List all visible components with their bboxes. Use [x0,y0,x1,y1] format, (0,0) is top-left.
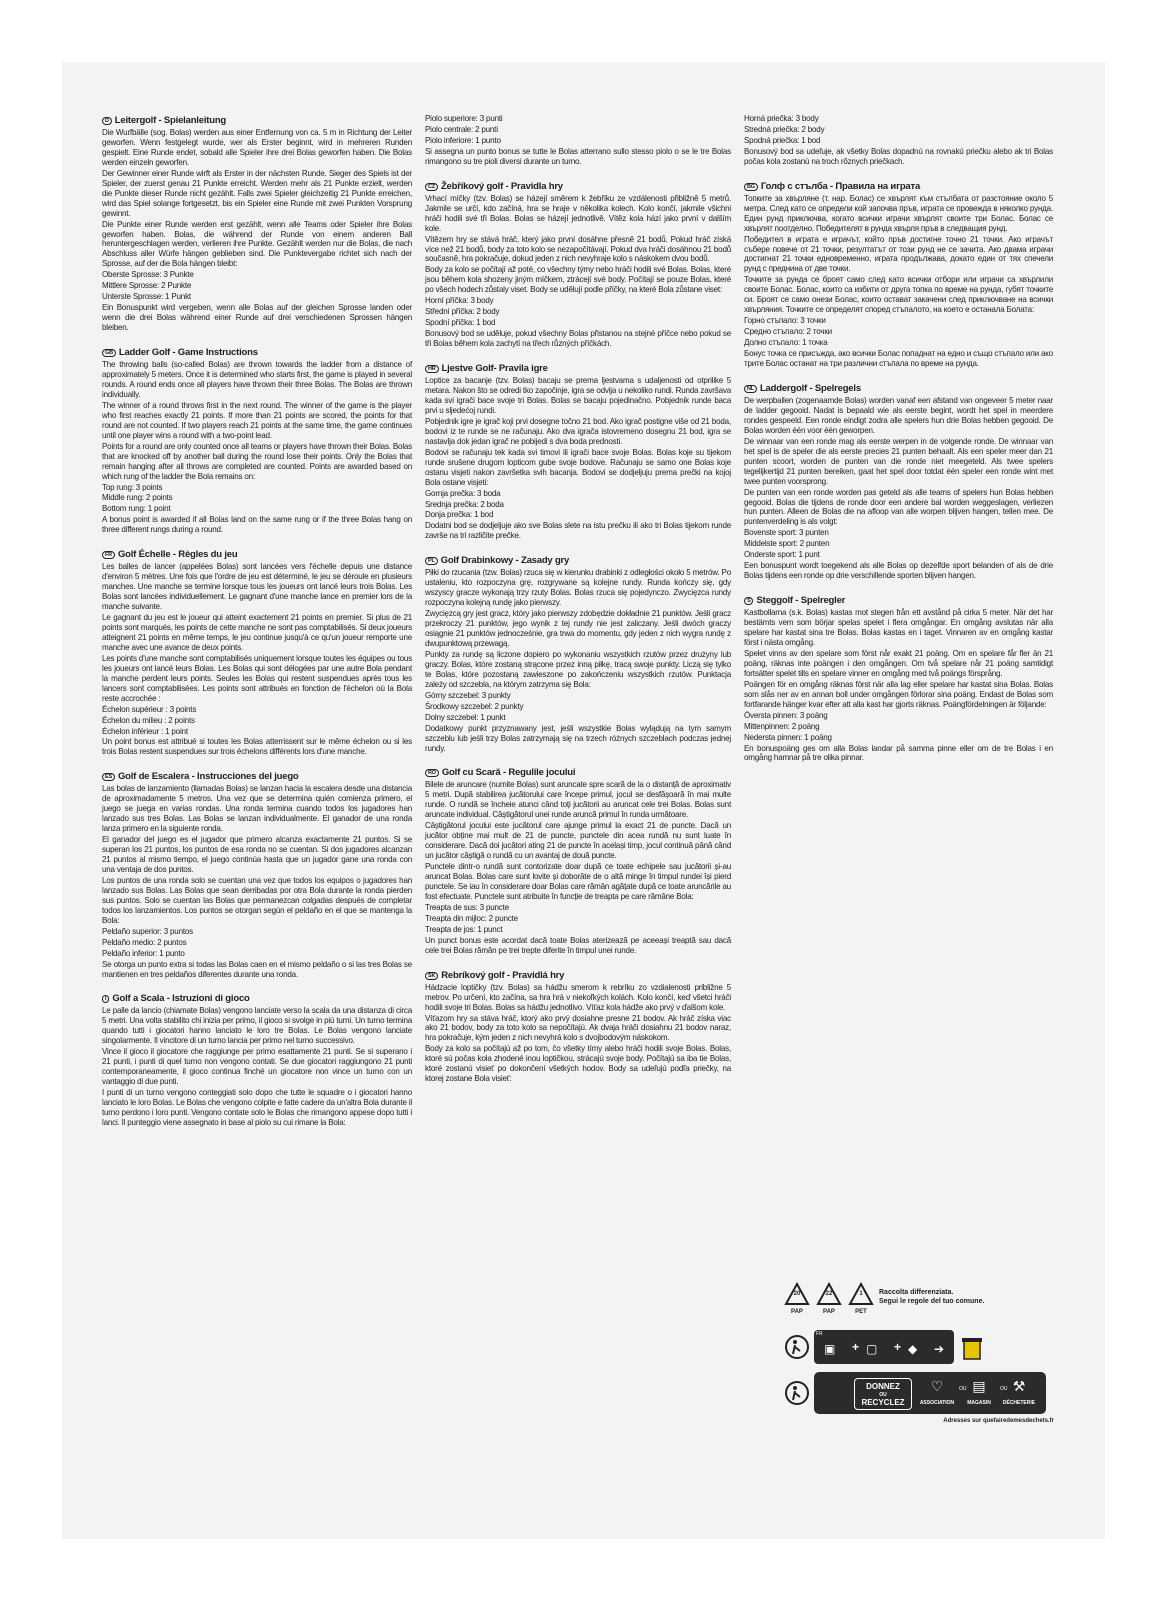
column-2 [425,114,731,1097]
language-code-badge: S [744,597,753,605]
paragraph: Top rung: 3 points [102,482,163,492]
recycle-code-number: 1 [859,1291,863,1297]
paragraph: Body za kolo sa počítajú až po tom, čo všetky tímy alebo hráči hodili svoje Bolas. Bolas, ktoré sú počas kola zhodené inou loptičkou, strácajú svoje body. Počítajú sa iba tie Bolas, ktoré zostanú visieť po dokončení všetkých hodov. Body sa udeľujú podľa priečky, na ktorej zostane Bola visieť: [425,1044,731,1084]
section-body [102,360,412,535]
paragraph: Oberste Sprosse: 3 Punkte [102,270,194,280]
paragraph: Gornja prečka: 3 boda [425,488,501,498]
paragraph: Vítězem hry se stává hráč, který jako první dosáhne přesně 21 bodů. Pokud hráč získá více než 21 bodů, body za toto kolo se nezapočítávají. Pokud dva hráči dosáhnou 21 bodů současně, hra pokračuje, dokud jeden z nich nevyhraje kolo s náskokem dvou bodů. [425,234,731,264]
section-body [425,568,731,753]
hands-heart-icon: ♡ [930,1378,944,1394]
paragraph: Peldaño medio: 2 puntos [102,937,187,947]
store-icon: ▤ [972,1378,986,1394]
paragraph: Dolny szczebel: 1 punkt [425,712,506,722]
section-se [744,594,1053,763]
paragraph: The winner of a round throws first in the next round. The winner of the game is the player who first reaches exactly 21 points. If more than 21 points are scored, the points for that round are not counted. If two players reach 21 points at the same time, the game continues until one player wins a round with a two-point lead. [102,400,412,440]
section-title: Ladder Golf - Game Instructions [118,347,258,359]
paragraph: Échelon du milieu : 2 points [102,715,195,725]
paragraph: Piolo centrale: 2 punti [425,124,498,134]
paragraph: Srednja prečka: 2 boda [425,499,504,509]
recycle-triangle-icon [816,1282,842,1315]
tools-icon: ⚒ [1012,1378,1026,1394]
section-es [102,770,412,979]
paragraph: Les balles de lancer (appelées Bolas) sont lancées vers l'échelle depuis une distance d'environ 5 mètres. Une fois que l'ordre de jeu est déterminé, le jeu se déroule en plusieurs manches. Une manche se termine lorsque tous les joueurs ont lancé leurs trois Bolas. Les Bolas sont lancées individuellement. Le gagnant d'une manche lance en premier lors de la manche suivante. [102,562,412,612]
paragraph: Бонус точка се присъжда, ако всички Болас попаднат на едно и също стъпало или ако трите Болас останат на три различни стъпала по време на рунда. [744,349,1053,369]
paragraph: Loptice za bacanje (tzv. Bolas) bacaju se prema ljestvama s udaljenosti od otprilike 5 metara. Nakon što se odredi tko započinje, igra se odvija u nekoliko rundi. Runda završava kada svi igrači bace svoje tri Bolas. Bolas se bacaju pojedinačno. Pobjednik runde baca prvi u sljedećoj rundi. [425,376,731,415]
section-body [102,784,412,979]
box-icon: ▣ [824,1342,836,1356]
bag-icon: ◆ [908,1342,918,1356]
triman-person-icon [784,1334,810,1360]
section-it-continued [425,114,731,167]
section-body [744,114,1053,167]
paragraph: Treapta de sus: 3 puncte [425,902,509,912]
paragraph: Piłki do rzucania (tzw. Bolas) rzuca się w kierunku drabinki z odległości około 5 metrów. Po ustaleniu, kto rozpoczyna grę, rozgrywane są kolejne rundy. Runda kończy się, gdy wszyscy gracze wykonają trzy rzuty Bolas. Bolas rzuca się pojedynczo. Zwycięzca rundy rozpoczyna kolejną rundę jako pierwszy. [425,568,731,608]
paragraph: Nedersta pinnen: 1 poäng [744,732,832,742]
recyclez-label: RECYCLEZ [861,1398,905,1407]
section-hr [425,362,731,541]
paragraph: Échelon inférieur : 1 point [102,726,188,736]
paragraph: Si assegna un punto bonus se tutte le Bolas atterrano sullo stesso piolo o se le tre Bolas rimangono su tre pioli diversi durante un turno. [425,146,731,166]
section-sk [425,969,731,1085]
donate-banner-box [814,1372,1046,1414]
paragraph: Bonusový bod se uděluje, pokud všechny Bolas přistanou na stejné příčce nebo pokud se tři Bolas během kola zachytí na třech různých příčkách. [425,329,731,349]
paragraph: De werpballen (zogenaamde Bolas) worden vanaf een afstand van ongeveer 5 meter naar de ladder gegooid. Nadat is bepaald wie als eerste begint, wordt het spel in meerdere rondes gespeeld. Een ronde eindigt zodra alle spelers hun drie Bolas hebben gegooid. De Bolas worden één voor één geworpen. [744,395,1053,435]
paragraph: Horná priečka: 3 body [744,114,819,123]
option-decheterie: DÉCHETERIE [1002,1400,1036,1406]
paragraph: Spodní příčka: 1 bod [425,318,496,328]
section-body [744,396,1053,581]
paragraph: Las bolas de lanzamiento (llamadas Bolas) se lanzan hacia la escalera desde una distancia de aproximadamente 5 metros. Una vez que se determina quién comienza primero, el juego se juega en varias rondas. Una ronda termina cuando todos los jugadores han lanzado sus tres Bolas. Las Bolas se lanzan individualmente. El ganador de una ronda lanza primero en la siguiente ronda. [102,784,412,834]
section-title: Golf Échelle - Règles du jeu [117,549,238,561]
section-sk-continued [744,114,1053,167]
sorting-instructions-box [814,1330,954,1364]
paragraph: De winnaar van een ronde mag als eerste werpen in de volgende ronde. De winnaar van het spel is de speler die als eerste precies 21 punten behaalt. Als een speler meer dan 21 punten scoort, worden de punten van die ronde niet meegeteld. Als twee spelers tegelijkertijd 21 punten bereiken, gaat het spel door totdat één speler een ronde wint met twee punten voorsprong. [744,436,1053,486]
section-heading [425,969,731,982]
paragraph: Zwycięzcą gry jest gracz, który jako pierwszy zdobędzie dokładnie 21 punktów. Jeśli gracz przekroczy 21 punktów, jego wynik z tej rundy nie jest zaliczany. Jeśli dwóch graczy osiągnie 21 punktów jednocześnie, gra trwa do momentu, gdy jeden z nich wygra rundę z dwupunktową przewagą. [425,609,731,648]
paragraph: Vrhací míčky (tzv. Bolas) se házejí směrem k žebříku ze vzdálenosti přibližně 5 metrů. Jakmile se určí, kdo začíná, hra se hraje v několika kolech. Kolo končí, jakmile všichni hráči hodili své tři Bolas. Bolas se házejí jednotlivě. Vítěz kola hází jako první v dalším kole. [425,193,731,233]
section-heading [102,992,412,1005]
language-code-badge: CZ [425,183,438,191]
language-code-badge: D [102,117,112,125]
section-body [102,128,412,333]
plus-icon: + [852,1340,860,1354]
section-pl [425,554,731,753]
paragraph: Horní příčka: 3 body [425,296,494,306]
paper-icon: ▢ [866,1342,878,1356]
paragraph: Kastbollarna (s.k. Bolas) kastas mot stegen från ett avstånd på cirka 5 meter. När det har bestämts vem som börjar spelas spelet i flera omgångar. En omgång avslutas när alla spelare har kastat sina tre Bolas. Bolas kastas en i taget. Vinnaren av en omgång kastar först i nästa omgång. [744,608,1053,647]
paragraph: Unterste Sprosse: 1 Punkt [102,292,191,302]
section-heading [102,548,412,561]
column-3 [744,114,1053,776]
paragraph: Donja prečka: 1 bod [425,510,494,520]
paragraph: Le gagnant du jeu est le joueur qui atteint exactement 21 points en premier. Si plus de 21 points sont marqués, les points de cette manche ne sont pas comptabilisés. Si deux joueurs atteignent 21 points en même temps, le jeu continue jusqu'à ce qu'un joueur remporte une manche avec une avance de deux points. [102,613,412,652]
paragraph: Hádzacie loptičky (tzv. Bolas) sa hádžu smerom k rebríku zo vzdialenosti približne 5 metrov. Po určení, kto začína, sa hra hrá v niekoľkých kolách. Kolo končí, keď všetci hráči hodili svoje tri Bolas. Bolas sa hádžu jednotlivo. Víťaz kola hádže ako prvý v ďalšom kole. [425,982,731,1012]
section-heading [102,114,412,127]
recycle-code-label: PAP [791,1309,803,1315]
paragraph: Treapta de jos: 1 punct [425,924,503,934]
paragraph: Un point bonus est attribué si toutes les Bolas atterrissent sur le même échelon ou si les trois Bolas restent suspendues sur trois échelons différents lors d'une manche. [102,737,412,757]
paragraph: Środkowy szczebel: 2 punkty [425,701,524,711]
section-title: Steggolf - Spelregler [756,595,846,607]
section-bg [744,180,1053,369]
paragraph: Долно стъпало: 1 точка [744,338,828,348]
language-code-badge: NL [744,385,757,393]
section-ro [425,766,731,955]
paragraph: Câștigătorul jocului este jucătorul care ajunge primul la exact 21 de puncte. Dacă un jucător obține mai mult de 21 de puncte, punctele din acea rundă nu sunt luate în considerare. Dacă doi jucători ating 21 de puncte în același timp, jocul continuă până când un jucător câștigă o rundă cu un avantaj de două puncte. [425,821,731,861]
section-heading [744,382,1053,395]
instruction-sheet [62,62,1105,1539]
recycle-code-label: PET [855,1309,867,1315]
recycling-note-line-2: Segui le regole del tuo comune. [879,1298,985,1305]
recycle-code-number: 20 [793,1291,801,1297]
section-cz [425,180,731,349]
paragraph: Средно стъпало: 2 точки [744,327,832,337]
paragraph: El ganador del juego es el jugador que primero alcanza exactamente 21 puntos. Si se superan los 21 puntos, los puntos de esa ronda no se cuentan. Si dos jugadores alcanzan 21 puntos al mismo tiempo, el juego continúa hasta que un jugador gane una ronda con una ventaja de dos puntos. [102,835,412,874]
paragraph: De punten van een ronde worden pas geteld als alle teams of spelers hun Bolas hebben gegooid. Bolas die tijdens de ronde door een andere bal worden weggeslagen, verliezen hun punten. Alleen de Bolas die na afloop van alle worpen blijven hangen, tellen mee. De puntenverdeling is als volgt: [744,487,1053,527]
section-body [425,194,731,349]
section-body [425,376,731,541]
paragraph: Body za kolo se počítají až poté, co všechny týmy nebo hráči hodili své Bolas. Bolas, které jsou během kola shozeny jiným míčkem, ztrácejí své body. Počítají se pouze Bolas, které po všech hodech zůstaly viset. Body se udělují podle příčky, na které Bola zůstane viset: [425,265,731,295]
arrow-right-icon: ➔ [934,1342,945,1356]
paragraph: Poängen för en omgång räknas först när alla lag eller spelare har kastat sina Bolas. Bolas som slås ner av en annan boll under omgången förlorar sina poäng. Endast de Bolas som fortfarande hänger kvar efter att alla kast har gjorts räknas. Poängfördelningen är följande: [744,679,1053,709]
paragraph: Топките за хвърляне (т. нар. Болас) се хвърлят към стълбата от разстояние около 5 метра. След като се определи кой започва пръв, играта се провежда в няколко рунда. Един рунд приключва, когато всички играчи хвърлят своите три Болас. Болас се хвърлят поотделно. Победителят в рунда хвърля пръв в следващия рунд. [744,193,1053,233]
paragraph: Een bonuspunt wordt toegekend als alle Bolas op dezelfde sport belanden of als de drie Bolas tijdens een ronde op drie verschillende sporten blijven hangen. [744,561,1053,581]
paragraph: Un punct bonus este acordat dacă toate Bolas aterizează pe aceeași treaptă sau dacă cele trei Bolas rămân pe trei trepte diferite în timpul unei runde. [425,935,731,955]
sorting-strip [784,1330,984,1364]
paragraph: Punctele dintr-o rundă sunt contorizate doar după ce toate echipele sau jucătorii și-au aruncat Bolas. Bolas care sunt lovite și doborâte de o altă minge în timpul rundei își pierd punctele. Se iau în considerare doar Bolas care rămân agățate după ce toate aruncările au fost efectuate. Punctele sunt atribuite în funcție de treapta pe care rămâne Bola: [425,862,731,901]
section-body [744,608,1053,763]
paragraph: Översta pinnen: 3 poäng [744,710,828,720]
country-tag: FR [816,1331,823,1337]
language-code-badge: ES [102,773,115,781]
paragraph: Víťazom hry sa stáva hráč, ktorý ako prvý dosiahne presne 21 bodov. Ak hráč získa viac ako 21 bodov, body za toto kolo sa nepočítajú. Ak dvaja hráči dosiahnu 21 bodov naraz, hra pokračuje, kým jeden z nich nevyhrá kolo s dvojbodovým náskokom. [425,1013,731,1043]
language-code-badge: GB [102,349,116,357]
paragraph: Les points d'une manche sont comptabilisés uniquement lorsque toutes les équipes ou tous les joueurs ont lancé leurs Bolas. Les Bolas qui sont délogées par une autre Bola pendant la manche perdent leurs points. Seules les Bolas qui restent suspendues après tous les lancers sont comptabilisées. Les points sont attribués en fonction de l'échelon où la Bola reste accrochée : [102,653,412,703]
section-de [102,114,412,333]
ou-label: OU [879,1392,887,1398]
paragraph: Die Punkte einer Runde werden erst gezählt, wenn alle Teams oder Spieler ihre Bolas geworfen haben. Bolas, die während der Runde von einem anderen Ball heruntergeschlagen werden, verlieren ihre Punkte. Gezählt werden nur die Bolas, die nach Abschluss aller Würfe hängen geblieben sind. Die Punktevergabe richtet sich nach der Sprosse, auf der die Bola hängen bleibt: [102,219,412,269]
section-heading [425,180,731,193]
section-heading [425,362,731,375]
section-it [102,992,412,1127]
paragraph: Stredná priečka: 2 body [744,124,825,134]
paragraph: Bottom rung: 1 point [102,504,171,514]
section-fr [102,548,412,757]
paragraph: Mittlere Sprosse: 2 Punkte [102,281,192,291]
language-code-badge: FR [102,551,115,559]
recycling-info [784,1282,1054,1512]
paragraph: Dodatni bod se dodjeljuje ako sve Bolas slete na istu prečku ili ako tri Bolas tijekom runde završe na tri različite prečke. [425,521,731,541]
paragraph: Peldaño superior: 3 puntos [102,926,193,936]
paragraph: Die Wurfbälle (sog. Bolas) werden aus einer Entfernung von ca. 5 m in Richtung der Leiter geworfen. Wenn festgelegt wurde, wer als Erster beginnt, wird in mehreren Runden gespielt. Eine Runde endet, sobald alle Spieler ihre drei Bolas geworfen haben. Die Bolas werden einzeln geworfen. [102,128,412,167]
language-code-badge: I [102,995,109,1003]
section-body [744,194,1053,369]
column-1 [102,114,412,1141]
paragraph: A bonus point is awarded if all Bolas land on the same rung or if the three Bolas hang on three different rungs during a round. [102,515,412,535]
paragraph: Piolo inferiore: 1 punto [425,135,501,145]
language-code-badge: SK [425,972,438,980]
section-heading [425,554,731,567]
section-heading [744,180,1053,193]
recycle-triangle-icon [784,1282,810,1315]
paragraph: Der Gewinner einer Runde wirft als Erster in der nächsten Runde. Sieger des Spiels ist der Spieler, der zuerst genau 21 Punkte erreicht. Werden mehr als 21 Punkte erzielt, werden die Punkte dieser Runde nicht gezählt. Falls zwei Spieler gleichzeitig 21 Punkte erreichen, wird das Spiel solange fortgesetzt, bis ein Spieler eine Runde mit zwei Punkten Vorsprung gewinnt. [102,168,412,218]
paragraph: Ein Bonuspunkt wird vergeben, wenn alle Bolas auf der gleichen Sprosse landen oder wenn die drei Bolas während einer Runde auf drei verschiedenen Sprossen hängen bleiben. [102,303,412,333]
paragraph: Onderste sport: 1 punt [744,550,820,560]
recycle-code-number: 22 [825,1291,833,1297]
paragraph: Горно стъпало: 3 точки [744,316,826,326]
section-body [425,983,731,1085]
section-title: Golf Drabinkowy - Zasady gry [440,555,570,567]
donnez-recyclez-badge [854,1378,912,1410]
paragraph: Treapta din mijloc: 2 puncte [425,913,518,923]
section-title: Žebříkový golf - Pravidla hry [440,180,563,192]
paragraph: Górny szczebel: 3 punkty [425,690,511,700]
paragraph: Победител в играта е играчът, който пръв достигне точно 21 точки. Ако играчът събере повече от 21 точки, резултатът от този рунд не се зачита. Ако двама играчи достигнат 21 точки едновременно, играта продължава, докато един от тях спечели рунд с преднина от две точки. [744,234,1053,274]
ou-separator: OU [1000,1386,1008,1392]
section-heading [744,594,1053,607]
paragraph: Peldaño inferior: 1 punto [102,948,185,958]
paragraph: Los puntos de una ronda solo se cuentan una vez que todos los equipos o jugadores han lanzado sus Bolas. Las Bolas que sean derribadas por otra Bola durante la ronda pierden sus puntos. Solo se cuentan las Bolas que permanezcan colgadas después de completar todos los lanzamientos. Los puntos se otorgan según el peldaño en el que se mantenga la Bola: [102,875,412,925]
paragraph: Bonusový bod sa udeľuje, ak všetky Bolas dopadnú na rovnakú priečku alebo ak tri Bolas počas kola zostanú na troch rôznych priečkach. [744,146,1053,166]
ou-separator: OU [959,1386,967,1392]
paragraph: Middelste sport: 2 punten [744,539,830,549]
section-title: Golf de Escalera - Instrucciones del juego [117,771,299,783]
recycling-note [879,1288,1049,1306]
donnez-label: DONNEZ [866,1382,900,1391]
section-title: Golf a Scala - Istruzioni di gioco [112,993,250,1005]
paragraph: Middle rung: 2 points [102,493,173,503]
paragraph: Dodatkowy punkt przyznawany jest, jeśli wszystkie Bolas wylądują na tym samym szczeblu lub jeśli trzy Bolas zatrzymają się na trzech różnych szczeblach podczas jednej rundy. [425,723,731,753]
paragraph: The throwing balls (so-called Bolas) are thrown towards the ladder from a distance of approximately 5 meters. Once it is determined who starts first, the game is played in several rounds. A round ends once all players have thrown their three Bolas. The Bolas are thrown individually. [102,360,412,399]
paragraph: Pobjednik igre je igrač koji prvi dosegne točno 21 bod. Ako igrač postigne više od 21 boda, bodovi iz te runde se ne računaju. Ako dva igrača istovremeno dosegnu 21 bod, igra se nastavlja dok jedan igrač ne pobijedi s dva boda prednosti. [425,416,731,446]
section-title: Leitergolf - Spielanleitung [114,115,227,126]
language-code-badge: HR [425,365,439,373]
paragraph: Piolo superiore: 3 punti [425,114,503,123]
section-gb [102,346,412,535]
section-body [425,114,731,167]
recycling-address: Adresses sur quefairedemesdechets.fr [943,1418,1054,1424]
paragraph: Vince il gioco il giocatore che raggiunge per primo esattamente 21 punti. Se si superano i 21 punti, i punti di quel turno non vengono contati. Se due giocatori raggiungono 21 punti contemporaneamente, il gioco continua finché un giocatore non vince un turno con un vantaggio di due punti. [102,1047,412,1087]
paragraph: Bodovi se računaju tek kada svi timovi ili igrači bace svoje Bolas. Bolas koje su tijekom runde srušene drugom lopticom gube svoje bodove. Računaju se samo one Bolas koje ostanu visjeti nakon završetka svih bacanja. Bodovi se dodjeljuju prema prečki na kojoj Bola ostane visjeti: [425,447,731,487]
option-association: ASSOCIATION [919,1400,955,1406]
language-code-badge: RO [425,769,439,777]
paragraph: Bovenste sport: 3 punten [744,528,829,538]
plus-icon: + [894,1340,902,1354]
paragraph: Punkty za rundę są liczone dopiero po wykonaniu wszystkich rzutów przez drużyny lub graczy. Bolas, które zostaną strącone przez inną piłkę, tracą swoje punkty. Liczą się tylko te Bolas, które pozostaną zawieszone po zakończeniu wszystkich rzutów. Punktacja zależy od szczebla, na którym zatrzyma się Bola: [425,649,731,689]
paragraph: Se otorga un punto extra si todas las Bolas caen en el mismo peldaño o si las tres Bolas se mantienen en tres peldaños diferentes durante una ronda. [102,959,412,979]
section-heading [425,766,731,779]
paragraph: Points for a round are only counted once all teams or players have thrown their Bolas. Bolas that are knocked off by another ball during the round lose their points. Only the Bolas that remain hanging after all throws are completed are counted. Points are awarded based on which rung of the ladder the Bola remains on: [102,441,412,481]
section-body [102,1006,412,1127]
section-title: Голф с стълба - Правила на играта [760,180,921,192]
section-nl [744,382,1053,581]
recycle-code-label: PAP [823,1309,835,1315]
donate-recycle-banner [784,1372,1049,1414]
paragraph: Mittenpinnen: 2 poäng [744,721,820,731]
section-heading [102,770,412,783]
section-title: Golf cu Scară - Regulile jocului [441,767,576,779]
recycling-bin-icon [961,1335,983,1361]
section-body [425,780,731,955]
paragraph: Spodná priečka: 1 bod [744,135,821,145]
paragraph: Střední příčka: 2 body [425,307,500,317]
paragraph: Échelon supérieur : 3 points [102,704,197,714]
language-code-badge: BG [744,183,758,191]
language-code-badge: PL [425,557,438,565]
triman-person-icon [784,1380,810,1406]
option-magasin: MAGASIN [967,1400,991,1406]
recycle-triangle-icon [848,1282,874,1315]
paragraph: Bilele de aruncare (numite Bolas) sunt aruncate spre scară de la o distanță de aproximativ 5 metri. După stabilirea jucătorului care începe primul, jocul se desfășoară în mai multe runde. O rundă se încheie atunci când toți jucătorii au aruncat cele trei Bolas. Bolas sunt aruncate individual. Câștigătorul unei runde aruncă primul în runda următoare. [425,780,731,820]
paragraph: Точките за рунда се броят само след като всички отбори или играчи са хвърлили своите Болас. Болас, които са избити от друга топка по време на рунда, губят точките си. Броят се само онези Болас, които остават закачени след приключване на всички хвърляния. Точките се определят според стъпалото, на което е останала Болата: [744,275,1053,315]
section-body [102,562,412,757]
paragraph: En bonuspoäng ges om alla Bolas landar på samma pinne eller om de tre Bolas i en omgång hamnar på tre olika pinnar. [744,743,1053,763]
paragraph: I punti di un turno vengono conteggiati solo dopo che tutte le squadre o i giocatori hanno lanciato le loro Bolas. Le Bolas che vengono colpite e fatte cadere da un'altra Bola durante il turno perdono i loro punti. Vengono contate solo le Bolas che rimangono appese dopo tutti i lanci. Il punteggio viene assegnato in base al piolo su cui rimane la Bola: [102,1088,412,1127]
paragraph: Spelet vinns av den spelare som först når exakt 21 poäng. Om en spelare får fler än 21 poäng, räknas inte poängen i den omgången. Om två spelare når 21 poäng samtidigt fortsätter spelet tills en spelare vinner en omgång med två poängs försprång. [744,648,1053,678]
section-title: Rebríkový golf - Pravidlá hry [441,969,565,981]
section-heading [102,346,412,359]
section-title: Ljestve Golf- Pravila igre [441,363,548,375]
paragraph: Le palle da lancio (chiamate Bolas) vengono lanciate verso la scala da una distanza di circa 5 metri. Una volta stabilito chi inizia per primo, il gioco si svolge in più turni. Un turno termina quando tutti i giocatori hanno lanciato le loro tre Bolas. Le Bolas vengono lanciate singolarmente. Il vincitore di un turno lancia per primo nel turno successivo. [102,1006,412,1046]
section-title: Laddergolf - Spelregels [759,382,861,394]
recycling-note-line-1: Raccolta differenziata. [879,1289,954,1296]
